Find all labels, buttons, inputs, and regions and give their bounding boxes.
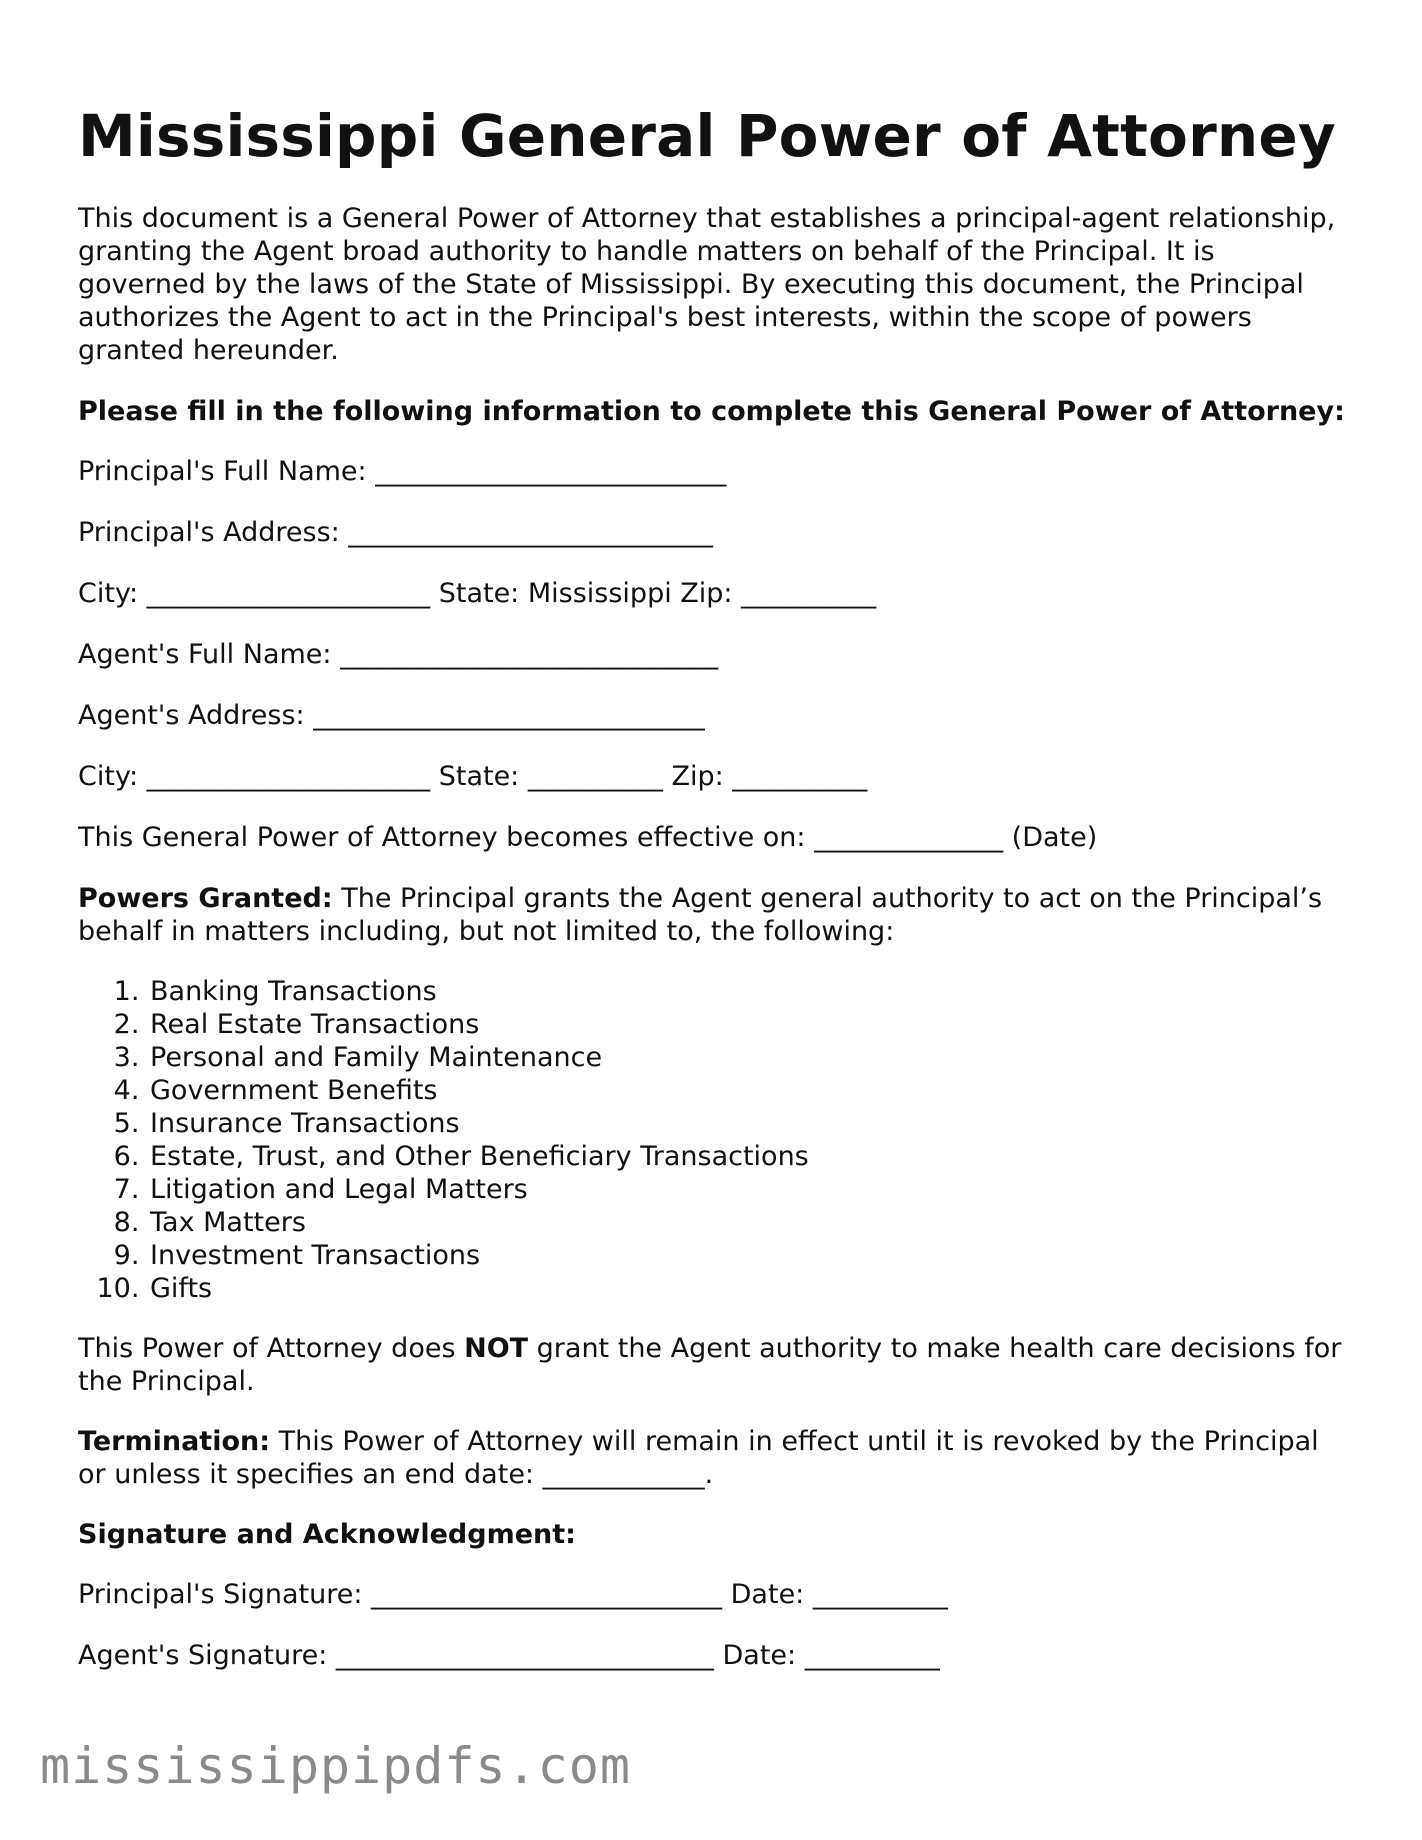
termination-label: Termination: <box>78 1426 271 1457</box>
agent-address-field: Agent's Address: _____________________________ <box>78 700 705 731</box>
document-title: Mississippi General Power of Attorney <box>78 102 1336 170</box>
list-item: 7. Litigation and Legal Matters <box>148 1173 1348 1206</box>
list-item: 4. Government Benefits <box>148 1074 1348 1107</box>
agent-signature-field: Agent's Signature: ____________________________ Date: __________ <box>78 1640 940 1671</box>
powers-granted-label: Powers Granted: <box>78 883 333 914</box>
signature-heading: Signature and Acknowledgment: <box>78 1519 576 1550</box>
termination-text: This Power of Attorney will remain in effect until it is revoked by the Principal or unless it specifies an end date: ____________. <box>78 1426 1319 1490</box>
agent-city-state-zip-field: City: _____________________ State: __________ Zip: __________ <box>78 761 868 792</box>
powers-granted-text: The Principal grants the Agent general authority to act on the Principal’s behalf in matters including, but not limited to, the following: <box>78 883 1323 947</box>
principal-address-field: Principal's Address: ___________________________ <box>78 517 713 548</box>
principal-signature-field: Principal's Signature: __________________________ Date: __________ <box>78 1579 948 1610</box>
list-item: 5. Insurance Transactions <box>148 1107 1348 1140</box>
list-item: 3. Personal and Family Maintenance <box>148 1041 1348 1074</box>
powers-list <box>78 975 1348 1305</box>
list-item: 6. Estate, Trust, and Other Beneficiary Transactions <box>148 1140 1348 1173</box>
list-item: 9. Investment Transactions <box>148 1239 1348 1272</box>
principal-name-field: Principal's Full Name: __________________________ <box>78 456 727 487</box>
fill-in-heading: Please fill in the following information to complete this General Power of Attorney: <box>78 396 1345 427</box>
health-care-emphasis: NOT <box>464 1333 529 1364</box>
effective-date-field: This General Power of Attorney becomes effective on: ______________ (Date) <box>78 822 1098 853</box>
health-care-paragraph <box>78 1332 1348 1398</box>
powers-granted-paragraph <box>78 882 1348 948</box>
health-care-text-before: This Power of Attorney does <box>78 1333 465 1364</box>
watermark: mississippipdfs.com <box>40 1737 631 1795</box>
list-item: 8. Tax Matters <box>148 1206 1348 1239</box>
health-care-text-after: grant the Agent authority to make health care decisions for the Principal. <box>78 1333 1342 1397</box>
intro-paragraph: This document is a General Power of Attorney that establishes a principal-agent relationship, granting the Agent broad authority to handle matters on behalf of the Principal. It is governed by the laws of the State of Mississippi. By executing this document, the Principal authorizes the Agent to act in the Principal's best interests, within the scope of powers granted hereunder. <box>78 203 1336 366</box>
document-page <box>78 96 1348 1700</box>
agent-name-field: Agent's Full Name: ____________________________ <box>78 639 719 670</box>
termination-paragraph <box>78 1425 1348 1491</box>
list-item: 1. Banking Transactions <box>148 975 1348 1008</box>
list-item: 2. Real Estate Transactions <box>148 1008 1348 1041</box>
principal-city-state-zip-field: City: _____________________ State: Mississippi Zip: __________ <box>78 578 877 609</box>
list-item: 10. Gifts <box>148 1272 1348 1305</box>
